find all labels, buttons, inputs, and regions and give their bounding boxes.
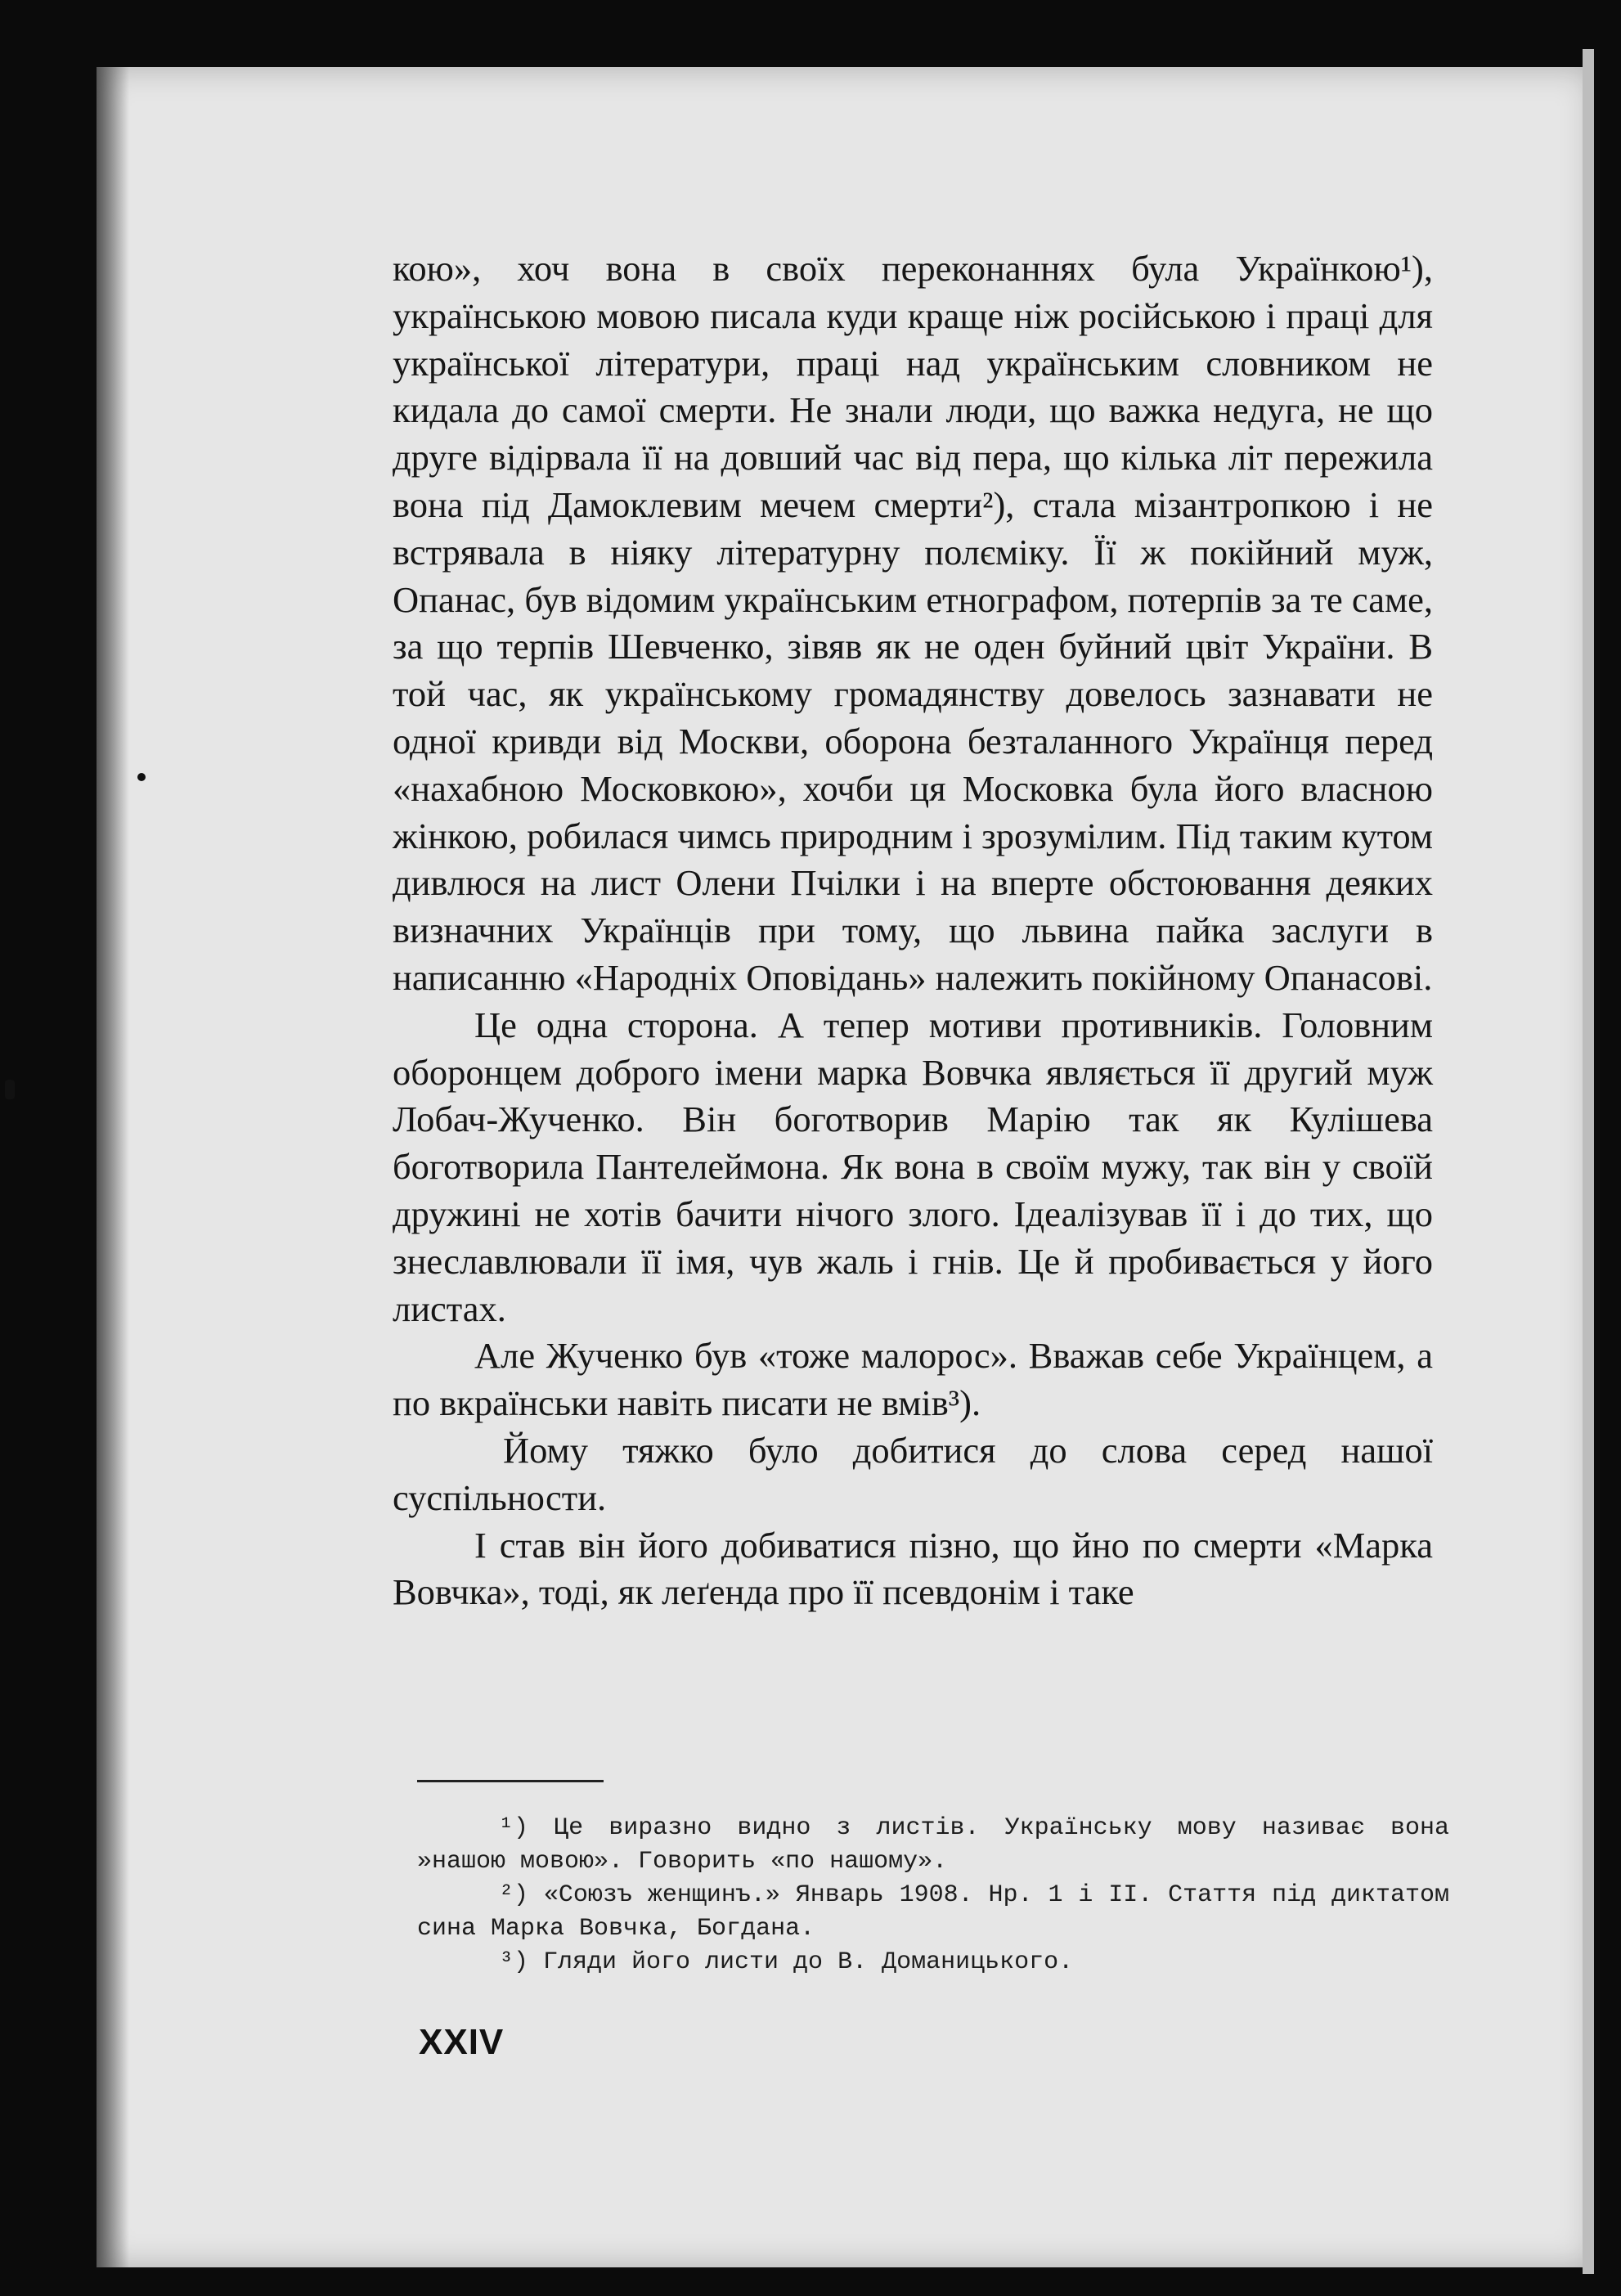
footnote-rule — [417, 1780, 604, 1782]
speck — [5, 1080, 15, 1099]
body-text — [393, 245, 1433, 1616]
paragraph: Йому тяжко було добитися до слова серед нашої суспільности. — [393, 1429, 1433, 1518]
paragraph: Але Жученко був «тоже малорос». Вважав себе Українцем, а по вкраїнськи навіть писати не вмів³). — [393, 1335, 1433, 1424]
page-gutter-shadow — [97, 67, 129, 2267]
footnotes — [417, 1812, 1449, 1979]
page-edge — [1583, 49, 1594, 2274]
footnote: ²) «Союзъ женщинъ.» Январь 1908. Нр. 1 і II. Стаття під диктатом сина Марка Вовчка, Богдана. — [417, 1881, 1449, 1943]
footnote: ³) Гляди його листи до В. Доманицького. — [499, 1948, 1074, 1976]
footnote: ¹) Це виразно видно з листів. Українську мову називає вона »нашою мовою». Говорить «по нашому». — [417, 1814, 1449, 1876]
page-number: XXIV — [419, 2022, 505, 2062]
speck — [137, 773, 146, 781]
paragraph: Це одна сторона. А тепер мотиви противників. Головним оборонцем доброго імени марка Вовчка являється її другий муж Лобач-Жученко. Він боготворив Марію так як Кулішева боготворила Пантелеймона. Як вона в своїм мужу, так він у своїй дружині не хотів бачити нічого злого. Ідеалізував її і до тих, що знеславлювали її імя, чув жаль і гнів. Це й пробивається у його листах. — [393, 1004, 1433, 1329]
paragraph: кою», хоч вона в своїх переконаннях була Українкою¹), українською мовою писала куди краще ніж російською і праці для української літератури, праці над українським словником не кидала до самої смерти. Не знали люди, що важка недуга, не що друге відірвала її на довший час від пера, що кілька літ пережила вона під Дамоклевим мечем смерти²), стала мізантропкою і не встрявала в ніяку літературну полєміку. Її ж покійний муж, Опанас, був відомим українським етнографом, потерпів за те саме, за що терпів Шевченко, зівяв як не оден буйний цвіт України. В той час, як українському громадянству довелось зазнавати не одної кривди від Москви, оборона безталанного Українця перед «нахабною Московкою», хочби ця Московка була його власною жінкою, робилася чимсь природним і зрозумілим. Під таким кутом дивлюся на лист Олени Пчілки і на вперте обстоювання деяких визначних Українців при тому, що львина пайка заслуги в написанню «Народніх Оповідань» належить покійному Опанасові. — [393, 248, 1433, 998]
paragraph: І став він його добиватися пізно, що йно по смерти «Марка Вовчка», тоді, як леґенда про її псевдонім і таке — [393, 1524, 1433, 1613]
